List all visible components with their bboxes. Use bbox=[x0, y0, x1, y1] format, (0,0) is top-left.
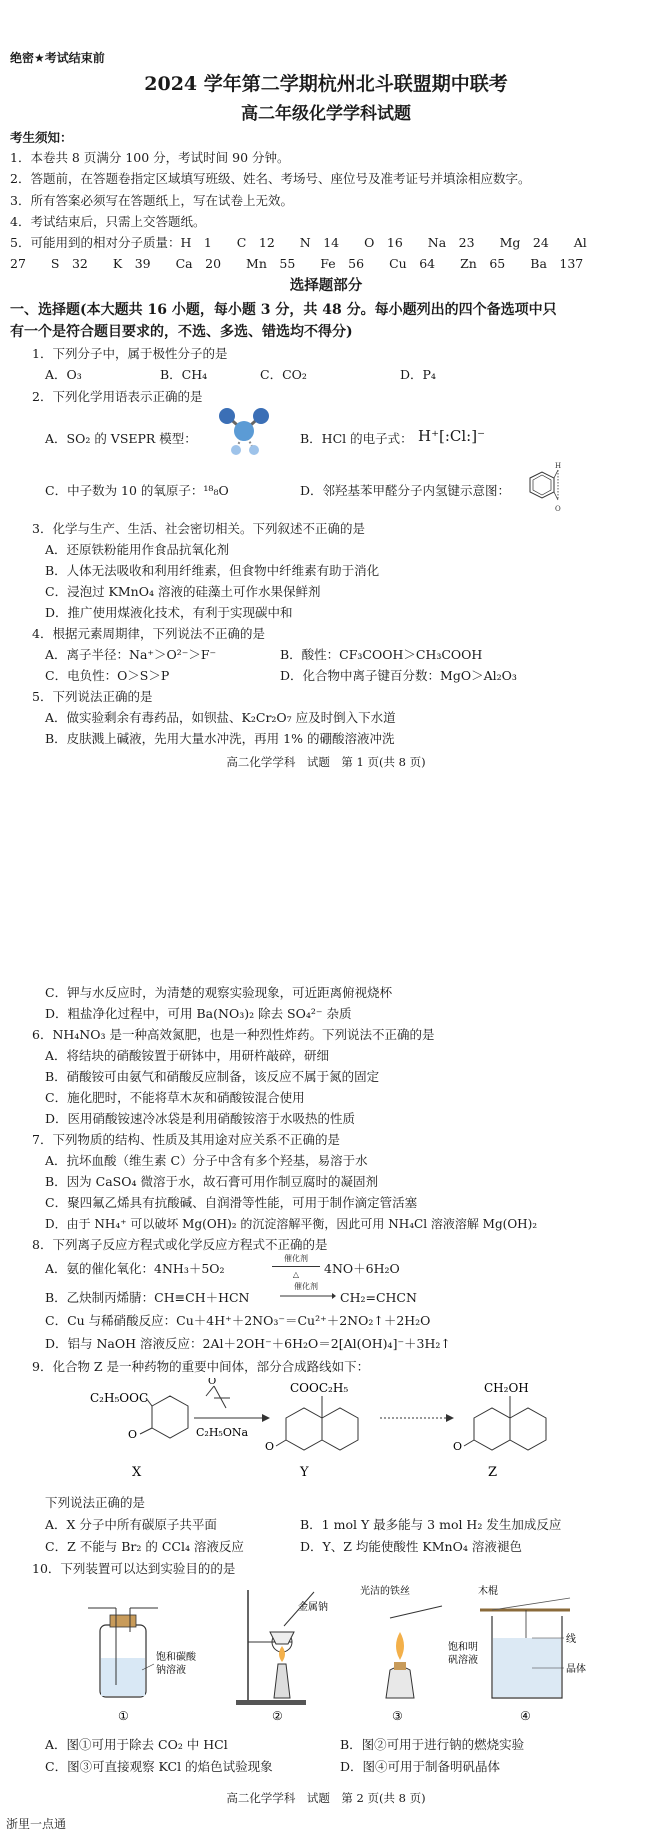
q7-option-a: A．抗坏血酸（维生素 C）分子中含有多个羟基，易溶于水 bbox=[45, 1153, 368, 1168]
fig4-solution-label-2: 矾溶液 bbox=[448, 1655, 478, 1666]
fig1-solution-label-2: 钠溶液 bbox=[156, 1665, 186, 1676]
q1-option-d: D．P₄ bbox=[400, 367, 436, 382]
notice-2: 2．答题前，在答题卷指定区域填写班级、姓名、考场号、座位号及准考证号并填涂相应数字。 bbox=[10, 171, 531, 186]
notice-1: 1．本卷共 8 页满分 100 分，考试时间 90 分钟。 bbox=[10, 150, 290, 165]
q8-option-d: D．铝与 NaOH 溶液反应：2Al＋2OH⁻＋6H₂O＝2[Al(OH)₄]⁻＋3H₂↑ bbox=[45, 1336, 451, 1351]
fig4-stick-label: 木棍 bbox=[478, 1586, 498, 1597]
secret-label: 绝密★考试结束前 bbox=[10, 51, 105, 65]
q2-option-d: D．邻羟基苯甲醛分子内氢键示意图： bbox=[300, 483, 511, 498]
q5-option-d: D．粗盐净化过程中，可用 Ba(NO₃)₂ 除去 SO₄²⁻ 杂质 bbox=[45, 1006, 352, 1021]
q5-stem: 5．下列说法正确的是 bbox=[32, 689, 153, 704]
exam-title: 2024 学年第二学期杭州北斗联盟期中联考 bbox=[144, 73, 508, 95]
q10-option-d: D．图④可用于制备明矾晶体 bbox=[340, 1759, 501, 1774]
q4-option-b: B．酸性：CF₃COOH＞CH₃COOH bbox=[280, 647, 483, 662]
x-group-label: C₂H₅OOC bbox=[90, 1391, 149, 1405]
figure-1-gas-washing-bottle bbox=[88, 1608, 197, 1723]
notice-title: 考生须知： bbox=[10, 130, 73, 145]
section-title: 选择题部分 bbox=[289, 277, 363, 294]
notice-4: 4．考试结束后，只需上交答题纸。 bbox=[10, 214, 206, 229]
q2-option-a: A．SO₂ 的 VSEPR 模型： bbox=[45, 431, 197, 446]
fig3-wire-label: 光洁的铁丝 bbox=[360, 1586, 410, 1597]
q8-b-condition: 催化剂 bbox=[294, 1282, 318, 1291]
q9-option-d: D．Y、Z 均能使酸性 KMnO₄ 溶液褪色 bbox=[300, 1539, 522, 1554]
part1-heading-line2: 有一个是符合题目要求的，不选、多选、错选均不得分) bbox=[10, 324, 353, 340]
q4-option-c: C．电负性：O＞S＞P bbox=[45, 668, 170, 683]
q9-option-b: B．1 mol Y 最多能与 3 mol H₂ 发生加成反应 bbox=[300, 1517, 562, 1532]
q5-option-c: C．钾与水反应时，为清楚的观察实验现象，可近距离俯视烧杯 bbox=[45, 985, 393, 1000]
q3-option-a: A．还原铁粉能用作食品抗氧化剂 bbox=[45, 542, 230, 557]
q10-stem: 10．下列装置可以达到实验目的的是 bbox=[32, 1561, 236, 1576]
q6-option-c: C．施化肥时，不能将草木灰和硝酸铵混合使用 bbox=[45, 1090, 305, 1105]
label-y: Y bbox=[300, 1465, 309, 1480]
q6-option-b: B．硝酸铵可由氨气和硝酸反应制备，该反应不属于氮的固定 bbox=[45, 1069, 380, 1084]
notice-5-cont: 27 S 32 K 39 Ca 20 Mn 55 Fe 56 Cu 64 Zn 65 Ba 137 bbox=[10, 256, 584, 271]
q3-option-b: B．人体无法吸收和利用纤维素，但食物中纤维素有助于消化 bbox=[45, 563, 380, 578]
q10-apparatus-figures bbox=[70, 1580, 600, 1730]
z-oxygen: O bbox=[453, 1440, 463, 1453]
svg-text:H: H bbox=[555, 462, 562, 470]
q4-stem: 4．根据元素周期律，下列说法不正确的是 bbox=[32, 626, 265, 641]
reagent-oxygen: O bbox=[208, 1378, 217, 1387]
q8-option-a-right: 4NO＋6H₂O bbox=[324, 1261, 400, 1276]
label-z: Z bbox=[488, 1465, 498, 1480]
fig2-number: ② bbox=[272, 1709, 283, 1723]
q5-option-b: B．皮肤溅上碱液，先用大量水冲洗，再用 1% 的硼酸溶液冲洗 bbox=[45, 731, 395, 746]
page1-footer: 高二化学学科 试题 第 1 页(共 8 页) bbox=[226, 755, 426, 769]
y-group-label: COOC₂H₅ bbox=[290, 1381, 349, 1395]
notice-3: 3．所有答案必须写在答题纸上，写在试卷上无效。 bbox=[10, 193, 293, 208]
figure-2-sodium-combustion bbox=[236, 1590, 328, 1723]
q9-stem: 9．化合物 Z 是一种药物的重要中间体，部分合成路线如下： bbox=[32, 1359, 370, 1374]
fig1-number: ① bbox=[118, 1709, 129, 1723]
q3-option-d: D．推广使用煤液化技术，有利于实现碳中和 bbox=[45, 605, 293, 620]
hcl-electron-formula: H⁺[:Cl:]⁻ bbox=[418, 427, 486, 445]
q1-stem: 1．下列分子中，属于极性分子的是 bbox=[32, 346, 228, 361]
q9-option-a: A．X 分子中所有碳原子共平面 bbox=[45, 1517, 217, 1532]
fig4-crystal-label: 晶体 bbox=[566, 1664, 586, 1675]
q8-option-c: C．Cu 与稀硝酸反应：Cu＋4H⁺＋2NO₃⁻＝Cu²⁺＋2NO₂↑＋2H₂O bbox=[45, 1313, 431, 1328]
q4-option-d: D．化合物中离子键百分数：MgO＞Al₂O₃ bbox=[280, 668, 517, 683]
y-oxygen: O bbox=[265, 1440, 275, 1453]
figure-4-crystal-growth bbox=[448, 1584, 586, 1723]
q6-option-a: A．将结块的硝酸铵置于研钵中，用研杵敲碎，研细 bbox=[45, 1048, 330, 1063]
label-x: X bbox=[132, 1465, 142, 1480]
notice-5: 5．可能用到的相对分子质量：H 1 C 12 N 14 O 16 Na 23 Mg 24 Al bbox=[10, 235, 587, 250]
q8-stem: 8．下列离子反应方程式或化学反应方程式不正确的是 bbox=[32, 1237, 328, 1252]
fig1-solution-label-1: 饱和碳酸 bbox=[156, 1652, 196, 1663]
q8-b-arrow bbox=[280, 1292, 336, 1300]
q7-option-b: B．因为 CaSO₄ 微溶于水，故石膏可用作制豆腐时的凝固剂 bbox=[45, 1174, 378, 1189]
q8-option-b-left: B．乙炔制丙烯腈：CH≡CH＋HCN bbox=[45, 1290, 250, 1305]
q6-option-d: D．医用硝酸铵速冷冰袋是利用硝酸铵溶于水吸热的性质 bbox=[45, 1111, 356, 1126]
q7-stem: 7．下列物质的结构、性质及其用途对应关系不正确的是 bbox=[32, 1132, 340, 1147]
q2-option-c: C．中子数为 10 的氧原子：¹⁸₈O bbox=[45, 483, 229, 498]
q3-stem: 3．化学与生产、生活、社会密切相关。下列叙述不正确的是 bbox=[32, 521, 365, 536]
q8-option-a-left: A．氨的催化氧化：4NH₃＋5O₂ bbox=[45, 1261, 225, 1276]
part1-heading-line1: 一、选择题(本大题共 16 小题，每小题 3 分，共 48 分。每小题列出的四个备选项中只 bbox=[10, 302, 557, 318]
fig4-solution-label-1: 饱和明 bbox=[448, 1642, 478, 1653]
q2-option-b: B．HCl 的电子式： bbox=[300, 431, 413, 446]
figure-3-flame-test bbox=[360, 1584, 442, 1723]
q8-a-condition-bottom: △ bbox=[292, 1270, 300, 1279]
exam-subtitle: 高二年级化学学科试题 bbox=[241, 104, 411, 124]
q6-stem: 6．NH₄NO₃ 是一种高效氮肥，也是一种烈性炸药。下列说法不正确的是 bbox=[32, 1027, 435, 1042]
z-group-label: CH₂OH bbox=[484, 1381, 529, 1395]
fig4-number: ④ bbox=[520, 1709, 531, 1723]
q7-option-c: C．聚四氟乙烯具有抗酸碱、自润滑等性能，可用于制作滴定管活塞 bbox=[45, 1195, 418, 1210]
q8-a-condition-top: 催化剂 bbox=[284, 1254, 308, 1263]
q1-option-b: B．CH₄ bbox=[160, 367, 208, 382]
fig4-thread-label: 线 bbox=[566, 1634, 576, 1645]
q10-option-b: B．图②可用于进行钠的燃烧实验 bbox=[340, 1737, 525, 1752]
q1-option-a: A．O₃ bbox=[45, 367, 82, 382]
svg-text:O: O bbox=[555, 505, 561, 513]
q10-option-a: A．图①可用于除去 CO₂ 中 HCl bbox=[45, 1737, 228, 1752]
q2-stem: 2．下列化学用语表示正确的是 bbox=[32, 389, 203, 404]
q10-option-c: C．图③可直接观察 KCl 的焰色试验现象 bbox=[45, 1759, 273, 1774]
q9-sub-stem: 下列说法正确的是 bbox=[45, 1495, 146, 1510]
reagent-label: C₂H₅ONa bbox=[196, 1426, 249, 1439]
q8-option-b-right: CH₂=CHCN bbox=[340, 1290, 417, 1305]
watermark: 浙里一点通 bbox=[6, 1817, 67, 1831]
q9-synthesis-route bbox=[90, 1378, 570, 1488]
page2-footer: 高二化学学科 试题 第 2 页(共 8 页) bbox=[226, 1791, 426, 1805]
q1-option-c: C．CO₂ bbox=[260, 367, 307, 382]
x-oxygen: O bbox=[128, 1428, 138, 1441]
q9-option-c: C．Z 不能与 Br₂ 的 CCl₄ 溶液反应 bbox=[45, 1539, 244, 1554]
q3-option-c: C．浸泡过 KMnO₄ 溶液的硅藻土可作水果保鲜剂 bbox=[45, 584, 321, 599]
q5-option-a: A．做实验剩余有毒药品，如钡盐、K₂Cr₂O₇ 应及时倒入下水道 bbox=[45, 710, 396, 725]
fig3-number: ③ bbox=[392, 1709, 403, 1723]
q7-option-d: D．由于 NH₄⁺ 可以破坏 Mg(OH)₂ 的沉淀溶解平衡，因此可用 NH₄Cl 溶液溶解 Mg(OH)₂ bbox=[45, 1217, 538, 1231]
fig2-metal-label: 金属钠 bbox=[298, 1602, 328, 1613]
q4-option-a: A．离子半径：Na⁺＞O²⁻＞F⁻ bbox=[45, 647, 217, 662]
